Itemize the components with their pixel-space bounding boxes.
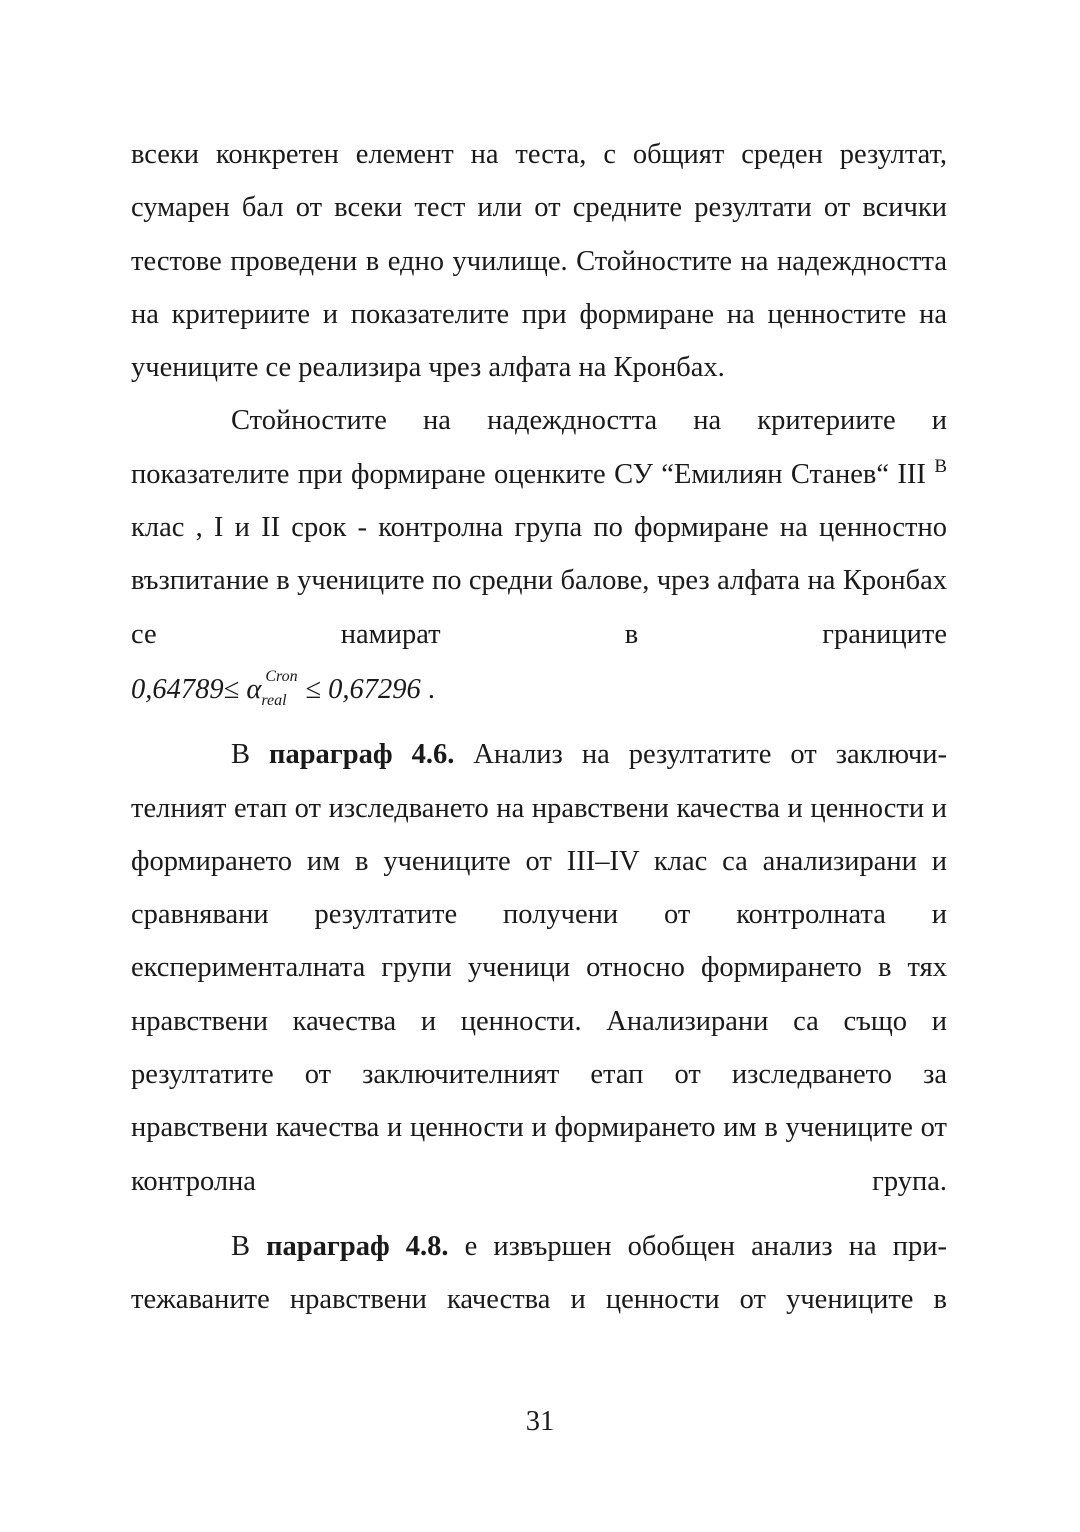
section-reference-4-6: параграф 4.6. — [269, 739, 455, 771]
paragraph-1 — [131, 128, 947, 394]
section-reference-4-8: параграф 4.8. — [266, 1230, 449, 1262]
paragraph-3 — [131, 728, 947, 1208]
page-number: 31 — [525, 1406, 555, 1437]
formula-indices — [261, 669, 305, 713]
paragraph-4-lead: В — [231, 1230, 267, 1262]
body-text — [131, 128, 947, 1327]
formula-upper-bound: ≤ 0,67296 — [305, 673, 421, 705]
paragraph-2-text-a: Стойностите на надеждността на критериите и показателите при формиране оценките СУ “Емилиян Станев“ III — [131, 405, 947, 490]
paragraph-4 — [131, 1220, 947, 1327]
formula-lower-bound: 0,64789≤ α — [131, 673, 262, 705]
formula-period: . — [420, 673, 436, 705]
formula-superscript: Cron — [265, 668, 298, 686]
paragraph-4-text: е извършен обобщен анализ на при-тежаваните нравствени качества и ценности от учениците в — [131, 1230, 947, 1316]
formula-subscript: real — [261, 692, 287, 710]
paragraph-2 — [131, 394, 947, 660]
paragraph-3-text: Анализ на резултатите от заключи-телният етап от изследването на нравствени качества и ценности и формирането им в учениците от III–IV клас са анализирани и сравнявани резултатите получени от контролната и експерименталната групи ученици относно формирането в тях нравствени качества и ценности. Анализирани са също и резултатите от заключителният етап от изследването за нравствени качества и ценности и формирането им в учениците от контролна група. — [131, 739, 947, 1197]
class-letter-superscript: В — [934, 455, 947, 477]
paragraph-3-lead: В — [231, 739, 270, 771]
paragraph-2-text-b: клас , I и II срок - контролна група по формиране на ценностно възпитание в учениците по средни балове, чрез алфата на Кронбах се намират в границите — [131, 512, 947, 650]
paragraph-1-text: всеки конкретен елемент на теста, с общият среден резултат, сумарен бал от всеки тест или от средните резултати от всички тестове проведени в едно училище. Стойностите на надеждността на критериите и показателите при формиране на ценностите на учениците се реализира чрез алфата на Кронбах. — [131, 139, 947, 384]
cronbach-alpha-formula — [131, 668, 421, 710]
formula-line — [131, 663, 947, 716]
